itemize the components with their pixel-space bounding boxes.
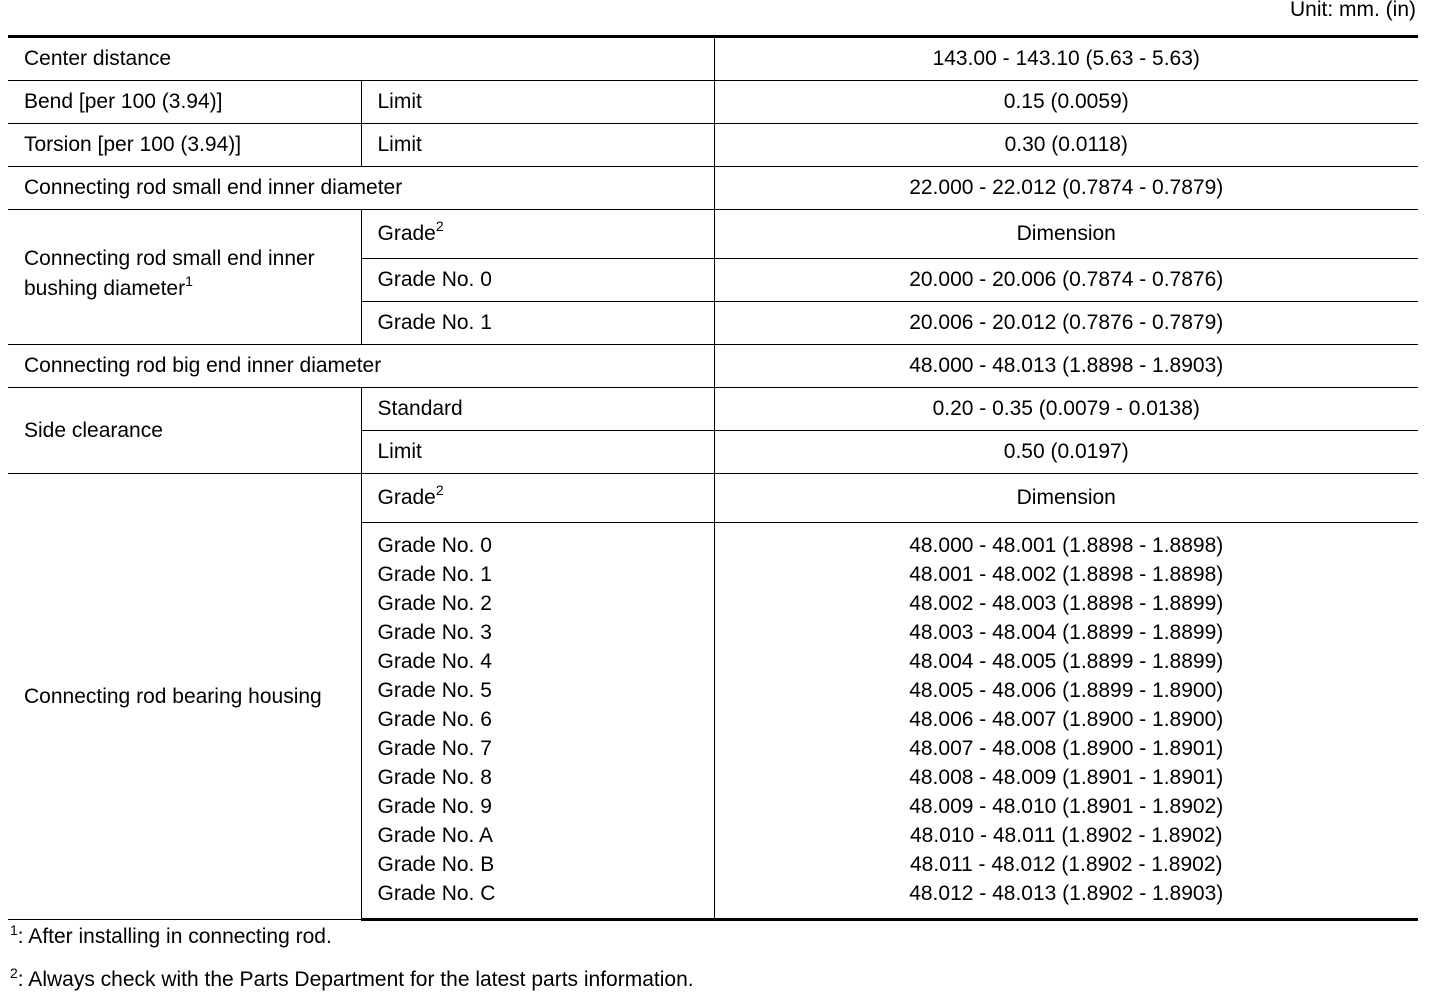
bearing-value-item: 48.002 - 48.003 (1.8898 - 1.8899) [909, 592, 1224, 615]
bearing-value-item: 48.008 - 48.009 (1.8901 - 1.8901) [909, 766, 1224, 789]
center-distance-label: Center distance [8, 37, 714, 81]
footnote-1-mark: 1 [10, 922, 18, 938]
bushing-label [8, 210, 361, 345]
big-end-inner-value: 48.000 - 48.013 (1.8898 - 1.8903) [714, 345, 1418, 388]
small-end-inner-value: 22.000 - 22.012 (0.7874 - 0.7879) [714, 167, 1418, 210]
bend-label: Bend [per 100 (3.94)] [8, 81, 361, 124]
unit-label: Unit: mm. (in) [1290, 0, 1416, 21]
bearing-grade-item: Grade No. A [377, 824, 494, 847]
table-row-torsion [8, 124, 1418, 167]
side-clearance-limit-value: 0.50 (0.0197) [714, 431, 1418, 474]
bushing-label-line2: bushing diameter [24, 277, 186, 300]
bushing-dimension-header: Dimension [714, 210, 1418, 259]
bearing-value-item: 48.007 - 48.008 (1.8900 - 1.8901) [909, 737, 1224, 760]
bushing-value-0: 20.000 - 20.006 (0.7874 - 0.7876) [714, 259, 1418, 302]
bearing-grade-item: Grade No. 4 [377, 650, 492, 673]
bearing-grade-item: Grade No. C [377, 882, 496, 905]
bearing-grade-header: Grade$^2$ [361, 474, 714, 523]
bushing-grade-footnote-mark: 2 [435, 218, 444, 234]
bend-sub: Limit [361, 81, 714, 124]
footnote-1-text: : After installing in connecting rod. [17, 925, 332, 948]
bushing-grade-0: Grade No. 0 [361, 259, 714, 302]
footnote-2-mark: 2 [10, 965, 18, 981]
bearing-grade-item: Grade No. 5 [377, 679, 492, 702]
bearing-grade-item: Grade No. 1 [377, 563, 492, 586]
bushing-grade-1: Grade No. 1 [361, 302, 714, 345]
bearing-value-item: 48.006 - 48.007 (1.8900 - 1.8900) [909, 708, 1224, 731]
big-end-inner-label: Connecting rod big end inner diameter [8, 345, 714, 388]
table-row-bearing-header [8, 474, 1418, 523]
torsion-value: 0.30 (0.0118) [714, 124, 1418, 167]
bushing-footnote-mark: 1 [185, 273, 193, 289]
table-row-bend [8, 81, 1418, 124]
bearing-value-item: 48.009 - 48.010 (1.8901 - 1.8902) [909, 795, 1224, 818]
table-row-big-end-inner [8, 345, 1418, 388]
bearing-grade-item: Grade No. B [377, 853, 495, 876]
bearing-grade-item: Grade No. 2 [377, 592, 492, 615]
bearing-value-item: 48.011 - 48.012 (1.8902 - 1.8902) [909, 853, 1223, 876]
bearing-grade-item: Grade No. 8 [377, 766, 492, 789]
footnote-2-text: : Always check with the Parts Department for the latest parts information. [17, 968, 694, 991]
bearing-value-item: 48.005 - 48.006 (1.8899 - 1.8900) [909, 679, 1224, 702]
table-row-small-end-inner [8, 167, 1418, 210]
footnote-1 [10, 922, 332, 949]
small-end-inner-label: Connecting rod small end inner diameter [8, 167, 714, 210]
table-row-bushing-header [8, 210, 1418, 259]
torsion-label: Torsion [per 100 (3.94)] [8, 124, 361, 167]
bearing-value-item: 48.004 - 48.005 (1.8899 - 1.8899) [909, 650, 1224, 673]
center-distance-value: 143.00 - 143.10 (5.63 - 5.63) [714, 37, 1418, 81]
bearing-value-item: 48.012 - 48.013 (1.8902 - 1.8903) [909, 882, 1224, 905]
bearing-dimension-header: Dimension [714, 474, 1418, 523]
bend-value: 0.15 (0.0059) [714, 81, 1418, 124]
bearing-grade-item: Grade No. 7 [377, 737, 492, 760]
footnote-2 [10, 965, 694, 992]
bearing-value-list [714, 523, 1418, 920]
bearing-value-item: 48.001 - 48.002 (1.8898 - 1.8898) [909, 563, 1224, 586]
bushing-label-line1: Connecting rod small end inner [24, 247, 315, 270]
connecting-rod-spec-table [8, 35, 1418, 921]
bearing-grade-item: Grade No. 0 [377, 534, 492, 557]
bearing-value-item: 48.003 - 48.004 (1.8899 - 1.8899) [909, 621, 1224, 644]
side-clearance-standard-label: Standard [361, 388, 714, 431]
bearing-housing-label: Connecting rod bearing housing [8, 474, 361, 920]
bearing-grade-item: Grade No. 6 [377, 708, 492, 731]
bearing-grade-item: Grade No. 9 [377, 795, 492, 818]
bushing-value-1: 20.006 - 20.012 (0.7876 - 0.7879) [714, 302, 1418, 345]
table-row-side-clearance-standard [8, 388, 1418, 431]
side-clearance-label: Side clearance [8, 388, 361, 474]
side-clearance-limit-label: Limit [361, 431, 714, 474]
torsion-sub: Limit [361, 124, 714, 167]
bearing-value-item: 48.010 - 48.011 (1.8902 - 1.8902) [909, 824, 1223, 847]
side-clearance-standard-value: 0.20 - 0.35 (0.0079 - 0.0138) [714, 388, 1418, 431]
bearing-grade-list [361, 523, 714, 920]
bearing-value-item: 48.000 - 48.001 (1.8898 - 1.8898) [909, 534, 1224, 557]
bearing-grade-item: Grade No. 3 [377, 621, 492, 644]
table-row-center-distance [8, 37, 1418, 81]
bearing-grade-footnote-mark: 2 [435, 482, 444, 498]
bushing-grade-header: Grade$^2$ [361, 210, 714, 259]
